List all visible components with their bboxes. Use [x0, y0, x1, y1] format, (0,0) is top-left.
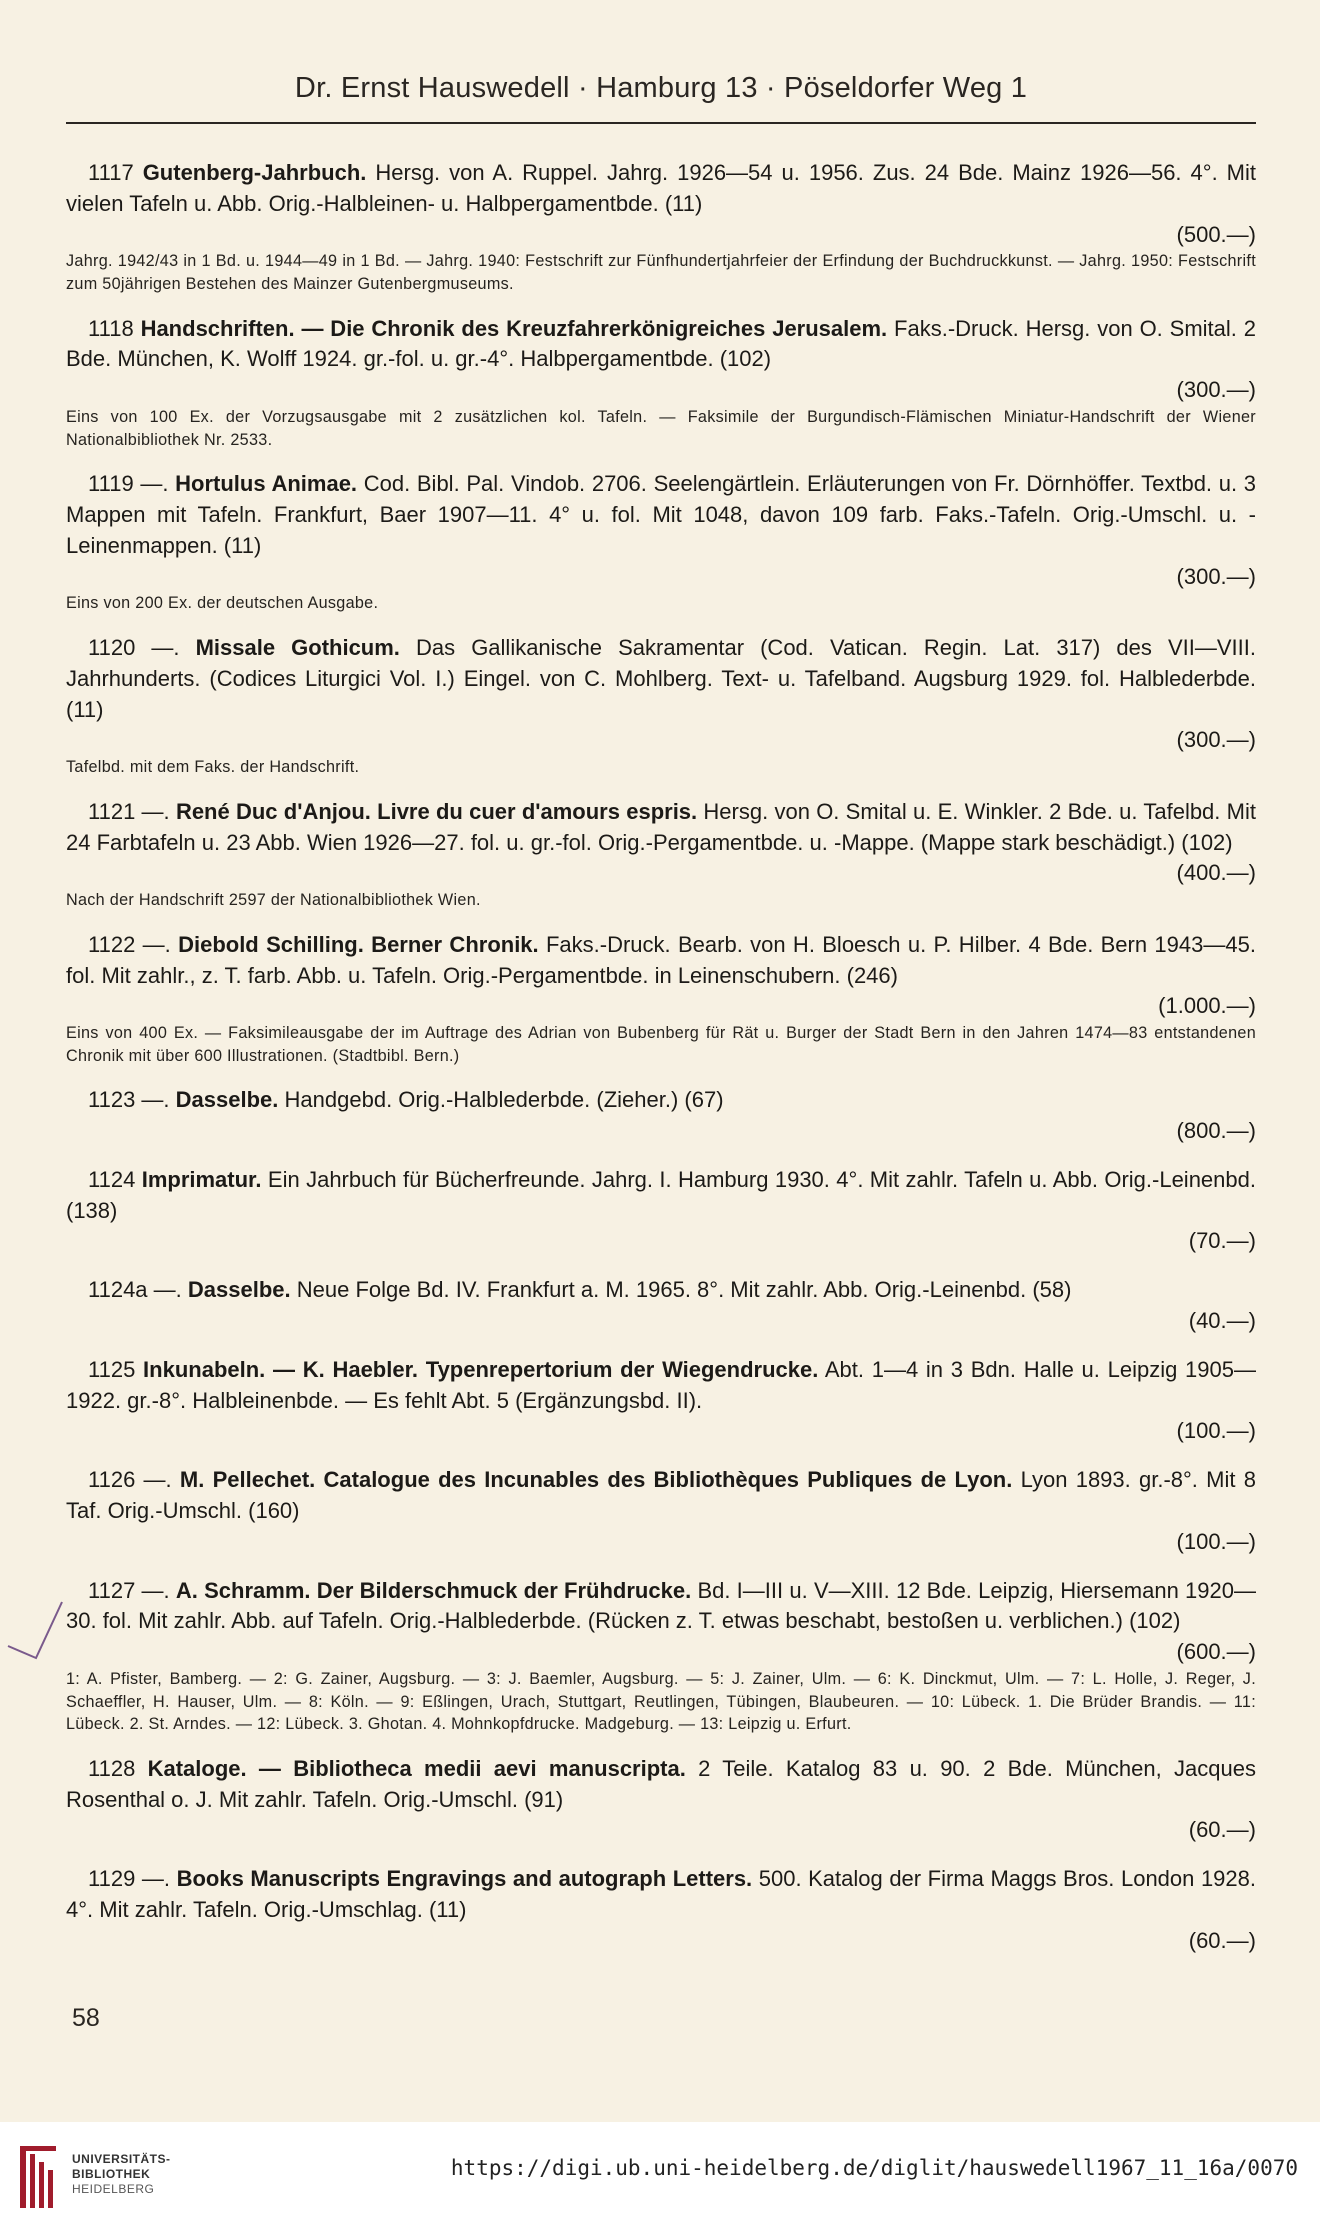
entry-price: (100.—)	[1176, 1528, 1256, 1554]
entry-price: (1.000.—)	[1158, 993, 1256, 1019]
entry-note: Nach der Handschrift 2597 der Nationalbibliothek Wien.	[66, 891, 481, 910]
header-rule	[66, 122, 1256, 124]
catalog-entry	[66, 1864, 1256, 1956]
entry-number: 1121 —.	[88, 798, 170, 824]
catalog-entry	[66, 1165, 1256, 1257]
entry-note: Tafelbd. mit dem Faks. der Handschrift.	[66, 758, 360, 777]
entry-gap	[66, 1447, 1256, 1465]
entry-gap	[66, 451, 1256, 469]
entry-price-row	[66, 725, 1256, 756]
entry-description	[66, 1864, 1256, 1926]
entry-price-row	[66, 858, 1256, 889]
entry-gap	[66, 1558, 1256, 1576]
entry-title: Imprimatur.	[141, 1166, 262, 1192]
entry-description	[66, 314, 1256, 376]
entry-title: Hortulus Animae.	[175, 471, 358, 497]
entry-title: Gutenberg-Jahrbuch.	[142, 160, 367, 185]
entry-title: Dasselbe.	[187, 1277, 291, 1303]
entry-price: (300.—)	[1176, 377, 1256, 403]
entry-description	[66, 469, 1256, 561]
catalog-entries	[66, 158, 1256, 1957]
catalog-entry	[66, 158, 1256, 296]
entry-price-row	[66, 1926, 1256, 1957]
entry-price-row	[66, 1416, 1256, 1447]
entry-number: 1128	[88, 1755, 136, 1781]
entry-gap	[66, 1736, 1256, 1754]
entry-gap	[66, 912, 1256, 930]
entry-price-row	[66, 562, 1256, 593]
entry-title: Dasselbe.	[175, 1087, 279, 1113]
entry-title: Books Manuscripts Engravings and autograph Letters.	[176, 1866, 753, 1892]
entry-price: (600.—)	[1176, 1639, 1256, 1665]
entry-text: Hersg. von A. Ruppel. Jahrg. 1926—54 u. 1956. Zus. 24 Bde. Mainz 1926—56. 4°. Mit vielen Tafeln u. Abb. Orig.-Halbleinen- u. Halbpergamentbde. (11)	[66, 160, 1256, 216]
entry-price-row	[66, 1306, 1256, 1337]
entry-number: 1118	[88, 315, 134, 341]
entry-price-row	[66, 1527, 1256, 1558]
entry-note: Eins von 200 Ex. der deutschen Ausgabe.	[66, 594, 379, 613]
entry-text: Faks.-Druck. Bearb. von H. Bloesch u. P. Hilber. 4 Bde. Bern 1943—45. fol. Mit zahlr., z. T. farb. Abb. u. Tafeln. Orig.-Pergamentbde. in Leinenschubern. (246)	[66, 931, 1256, 988]
entry-price-row	[66, 1226, 1256, 1257]
entry-number: 1119 —.	[88, 471, 169, 497]
library-name-line3: HEIDELBERG	[72, 2182, 155, 2196]
entry-number: 1120 —.	[88, 634, 180, 660]
entry-gap	[66, 1337, 1256, 1355]
catalog-entry	[66, 1576, 1256, 1736]
entry-number: 1126 —.	[88, 1467, 172, 1493]
entry-gap	[66, 296, 1256, 314]
entry-gap	[66, 1846, 1256, 1864]
entry-price-row	[66, 220, 1256, 251]
entry-price-row	[66, 991, 1256, 1022]
entry-price: (100.—)	[1176, 1418, 1256, 1444]
entry-title: A. Schramm. Der Bilderschmuck der Frühdrucke.	[175, 1577, 692, 1603]
entry-number: 1117	[88, 160, 134, 185]
entry-price: (60.—)	[1188, 1817, 1256, 1843]
entry-description	[66, 1165, 1256, 1227]
library-name-line2: BIBLIOTHEK	[72, 2167, 151, 2181]
entry-note: Jahrg. 1942/43 in 1 Bd. u. 1944—49 in 1 Bd. — Jahrg. 1940: Festschrift zur Fünfhundertjahrfeier der Erfindung der Buchdruckkunst. — Jahrg. 1950: Festschrift zum 50jährigen Bestehen des Mainzer Gutenbergmuseums.	[66, 252, 1256, 293]
entry-text: Neue Folge Bd. IV. Frankfurt a. M. 1965. 8°. Mit zahlr. Abb. Orig.-Leinenbd. (58)	[296, 1277, 1072, 1303]
entry-price-row	[66, 1116, 1256, 1147]
entry-price: (500.—)	[1176, 221, 1256, 247]
entry-price: (40.—)	[1188, 1308, 1256, 1334]
catalog-entry	[66, 1355, 1256, 1447]
entry-text: Handgebd. Orig.-Halblederbde. (Zieher.) (67)	[284, 1087, 724, 1113]
entry-text: Faks.-Druck. Hersg. von O. Smital. 2 Bde. München, K. Wolff 1924. gr.-fol. u. gr.-4°. Halbpergamentbde. (102)	[66, 315, 1256, 372]
entry-gap	[66, 615, 1256, 633]
entry-text: Cod. Bibl. Pal. Vindob. 2706. Seelengärtlein. Erläuterungen von Fr. Dörnhöffer. Textbd. u. 3 Mappen mit Tafeln. Frankfurt, Baer 1907—11. 4° u. fol. Mit 1048, davon 109 farb. Faks.-Tafeln. Orig.-Umschl. u. -Leinenmappen. (11)	[66, 471, 1256, 558]
entry-price: (800.—)	[1176, 1118, 1256, 1144]
catalog-entry	[66, 1465, 1256, 1557]
entry-description	[66, 158, 1256, 220]
page-header: Dr. Ernst Hauswedell · Hamburg 13 · Pöseldorfer Weg 1	[294, 72, 1028, 104]
entry-number: 1122 —.	[88, 931, 171, 957]
entry-text: Abt. 1—4 in 3 Bdn. Halle u. Leipzig 1905—1922. gr.-8°. Halbleinenbde. — Es fehlt Abt. 5 (Ergänzungsbd. II).	[66, 1356, 1256, 1413]
catalog-entry	[66, 1754, 1256, 1846]
entry-number: 1124a —.	[88, 1277, 182, 1303]
entry-price: (60.—)	[1188, 1927, 1256, 1953]
entry-description	[66, 633, 1256, 725]
entry-title: Handschriften. — Die Chronik des Kreuzfahrerkönigreiches Jerusalem.	[140, 315, 888, 341]
entry-text: Das Gallikanische Sakramentar (Cod. Vatican. Regin. Lat. 317) des VII—VIII. Jahrhunderts. (Codices Liturgici Vol. I.) Eingel. von C. Mohlberg. Text- u. Tafelband. Augsburg 1929. fol. Halblederbde. (11)	[66, 634, 1256, 722]
pencil-checkmark-icon	[6, 1598, 66, 1668]
entry-description	[66, 1754, 1256, 1816]
entry-price-row	[66, 1637, 1256, 1668]
catalog-entry	[66, 633, 1256, 779]
entry-price-row	[66, 1815, 1256, 1846]
entry-title: René Duc d'Anjou. Livre du cuer d'amours espris.	[175, 798, 698, 824]
entry-description	[66, 797, 1256, 859]
entry-text: Lyon 1893. gr.-8°. Mit 8 Taf. Orig.-Umschl. (160)	[66, 1467, 1256, 1524]
entry-text: Bd. I—III u. V—XIII. 12 Bde. Leipzig, Hiersemann 1920—30. fol. Mit zahlr. Abb. auf Tafeln. Orig.-Halblederbde. (Rücken z. T. etwas beschabt, bestoßen u. verblichen.) (102)	[66, 1577, 1256, 1634]
entry-text: Ein Jahrbuch für Bücherfreunde. Jahrg. I. Hamburg 1930. 4°. Mit zahlr. Tafeln u. Abb. Orig.-Leinenbd. (138)	[66, 1166, 1256, 1223]
entry-number: 1125	[88, 1356, 136, 1382]
entry-title: M. Pellechet. Catalogue des Incunables des Bibliothèques Publiques de Lyon.	[179, 1467, 1013, 1493]
catalog-entry	[66, 469, 1256, 615]
entry-description	[66, 1085, 1256, 1116]
entry-gap	[66, 779, 1256, 797]
entry-gap	[66, 1067, 1256, 1085]
entry-price-row	[66, 375, 1256, 406]
catalog-entry	[66, 314, 1256, 452]
entry-title: Missale Gothicum.	[195, 634, 400, 660]
entry-number: 1129 —.	[88, 1866, 170, 1892]
entry-price: (70.—)	[1188, 1228, 1256, 1254]
catalog-entry	[66, 930, 1256, 1068]
entry-note: Eins von 100 Ex. der Vorzugsausgabe mit 2 zusätzlichen kol. Tafeln. — Faksimile der Burgundisch-Flämischen Miniatur-Handschrift der Wiener Nationalbibliothek Nr. 2533.	[66, 407, 1256, 449]
catalog-entry	[66, 1275, 1256, 1337]
library-logo-icon	[14, 2142, 64, 2212]
library-name-line1: UNIVERSITÄTS-	[72, 2152, 171, 2166]
library-name	[72, 2152, 171, 2197]
entry-gap	[66, 1147, 1256, 1165]
entry-title: Diebold Schilling. Berner Chronik.	[178, 931, 539, 957]
catalog-entry	[66, 1085, 1256, 1147]
entry-gap	[66, 1257, 1256, 1275]
entry-description	[66, 1465, 1256, 1527]
entry-text: 500. Katalog der Firma Maggs Bros. London 1928. 4°. Mit zahlr. Tafeln. Orig.-Umschlag. (11)	[66, 1866, 1256, 1922]
page-number: 58	[72, 2004, 100, 2032]
entry-text: 2 Teile. Katalog 83 u. 90. 2 Bde. München, Jacques Rosenthal o. J. Mit zahlr. Tafeln. Orig.-Umschl. (91)	[66, 1755, 1256, 1812]
entry-price: (300.—)	[1176, 727, 1256, 753]
entry-title: Inkunabeln. — K. Haebler. Typenrepertorium der Wiegendrucke.	[143, 1356, 819, 1382]
entry-number: 1124	[88, 1166, 136, 1192]
entry-text: Hersg. von O. Smital u. E. Winkler. 2 Bde. u. Tafelbd. Mit 24 Farbtafeln u. 23 Abb. Wien 1926—27. fol. u. gr.-fol. Orig.-Pergamentbde. u. -Mappe. (Mappe stark beschädigt.) (102)	[66, 798, 1256, 855]
entry-description	[66, 1355, 1256, 1417]
entry-price: (400.—)	[1176, 860, 1256, 886]
entry-description	[66, 1275, 1256, 1306]
entry-price: (300.—)	[1176, 563, 1256, 589]
entry-description	[66, 1576, 1256, 1638]
entry-description	[66, 930, 1256, 992]
entry-note: 1: A. Pfister, Bamberg. — 2: G. Zainer, Augsburg. — 3: J. Baemler, Augsburg. — 5: J. Zainer, Ulm. — 6: K. Dinckmut, Ulm. — 7: L. Holle, J. Reger, J. Schaeffler, H. Hauser, Ulm. — 8: Köln. — 9: Eßlingen, Urach, Stuttgart, Reutlingen, Tübingen, Blaubeuren. — 10: Lübeck. 1. Die Brüder Brandis. — 11: Lübeck. 2. St. Arndes. — 12: Lübeck. 3. Ghotan. 4. Mohnkopfdrucke. Madgeburg. — 13: Leipzig u. Erfurt.	[66, 1670, 1256, 1734]
source-url[interactable]: https://digi.ub.uni-heidelberg.de/diglit/hauswedell1967_11_16a/0070	[450, 2156, 1298, 2180]
entry-title: Kataloge. — Bibliotheca medii aevi manuscripta.	[147, 1755, 686, 1781]
entry-number: 1123 —.	[88, 1087, 170, 1113]
entry-number: 1127 —.	[88, 1577, 170, 1603]
catalog-entry	[66, 797, 1256, 912]
entry-note: Eins von 400 Ex. — Faksimileausgabe der im Auftrage des Adrian von Bubenberg für Rät u. Burger der Stadt Bern in den Jahren 1474—83 entstandenen Chronik mit über 600 Illustrationen. (Stadtbibl. Bern.)	[66, 1024, 1256, 1065]
